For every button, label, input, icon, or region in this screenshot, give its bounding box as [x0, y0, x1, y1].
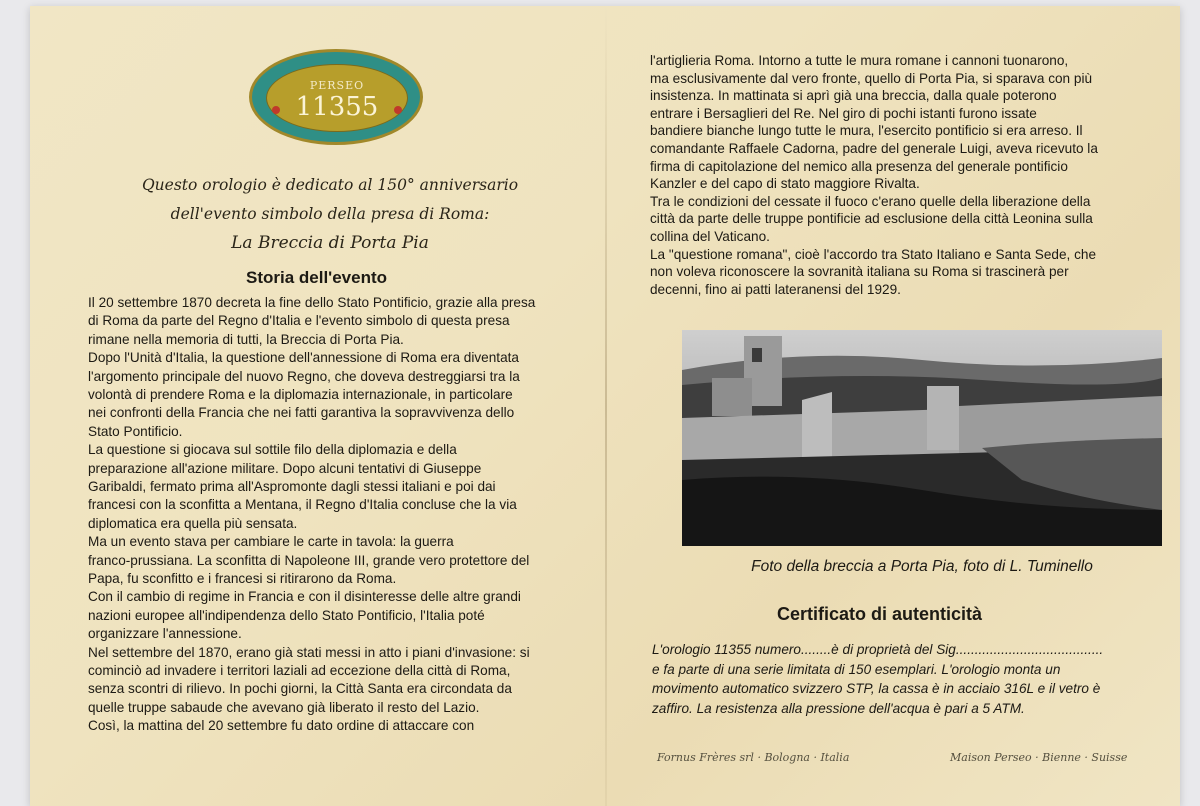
history-line: Ma un evento stava per cambiare le carte in tavola: la guerra	[88, 534, 454, 550]
history-line: Tra le condizioni del cessate il fuoco c'erano quelle della liberazione della	[650, 193, 1091, 209]
history-line: diplomatica era quella più sensata.	[88, 515, 298, 531]
history-line: organizzare l'annessione.	[88, 626, 242, 642]
history-line: collina del Vaticano.	[650, 229, 770, 244]
dedication-line-2: dell'evento simbolo della presa di Roma:	[170, 205, 490, 223]
history-line: francesi con la sconfitta a Mentana, il Regno d'Italia concluse che la via	[88, 497, 517, 513]
history-line: Stato Pontificio.	[88, 423, 183, 439]
logo-emblem	[266, 64, 408, 132]
history-line: comandante Raffaele Cadorna, padre del generale Luigi, aveva ricevuto la	[650, 141, 1098, 156]
history-line: cominciò ad invadere i territori laziali ad eccezione della città di Roma,	[88, 663, 511, 678]
history-line: Con il cambio di regime in Francia e con il disinteresse delle altre grandi	[88, 589, 521, 605]
history-line: Papa, fu sconfitto e i francesi si ritirarono da Roma.	[88, 571, 397, 586]
history-line: rimane nella memoria di tutti, la Breccia di Porta Pia.	[88, 331, 404, 347]
history-line: Così, la mattina del 20 settembre fu dato ordine di attaccare con	[88, 718, 475, 734]
history-line: senza scontri di rilievo. In pochi giorni, la Città Santa era circondata da	[88, 681, 512, 697]
logo-brand: PERSEO	[309, 79, 365, 92]
history-line: l'argomento principale del nuovo Regno, che doveva destreggiarsi tra la	[88, 368, 520, 384]
history-line: La questione si giocava sul sottile filo della diplomazia e della	[88, 442, 457, 458]
certificate-title: Certificato di autenticità	[777, 604, 983, 624]
porta-pia-photo	[682, 330, 1162, 546]
history-line: quelle truppe sabaude che avevano già liberato il resto del Lazio.	[88, 699, 480, 715]
history-line: nazioni europee all'indipendenza dello Stato Pontificio, l'Italia poté	[88, 607, 485, 623]
history-line: Kanzler e del capo di stato maggiore Rivalta.	[650, 176, 920, 192]
certificate-line: e fa parte di una serie limitata di 150 esemplari. L'orologio monta un	[652, 661, 1061, 677]
history-line: nei confronti della Francia che nei fatti garantiva la sopravvivenza dello	[88, 405, 515, 421]
history-line: entrare i Bersaglieri del Re. Nel giro di pochi istanti furono issate	[650, 105, 1037, 121]
history-line: firma di capitolazione del nemico alla presenza del generale pontificio	[650, 158, 1068, 174]
photo-caption: Foto della breccia a Porta Pia, foto di L. Tuminello	[751, 558, 1093, 575]
certificate-line: L'orologio 11355 numero........è di proprietà del Sig.......................................	[652, 642, 1104, 657]
certificate-line: movimento automatico svizzero STP, la cassa è in acciaio 316L e il vetro è	[652, 681, 1101, 696]
signature-right: Maison Perseo · Bienne · Suisse	[950, 751, 1128, 764]
history-line: città da parte delle truppe pontificie ad esclusione della città Leonina sulla	[650, 211, 1093, 227]
history-line: l'artiglieria Roma. Intorno a tutte le mura romane i cannoni tuonarono,	[650, 53, 1069, 68]
photo-illustration	[682, 330, 1162, 546]
history-line: non voleva riconoscere la sovranità italiana su Roma si trascinerà per	[650, 264, 1069, 280]
history-line: volontà di prendere Roma e la diplomazia internazionale, in particolare	[88, 387, 513, 402]
history-line: La "questione romana", cioè l'accordo tra Stato Italiano e Santa Sede, che	[650, 246, 1097, 262]
history-line: Garibaldi, fermato prima all'Aspromonte dagli stessi italiani e poi dai	[88, 479, 496, 494]
history-line: Nel settembre del 1870, erano già stati messi in atto i piani d'invasione: si	[88, 644, 530, 660]
certificate-sheet	[30, 6, 1180, 806]
logo-number: 11355	[295, 92, 379, 122]
history-line: decenni, fino ai patti lateranensi del 1929.	[650, 281, 901, 297]
perseo-logo	[249, 49, 423, 145]
dedication-line-3: La Breccia di Porta Pia	[231, 233, 429, 253]
history-line: insistenza. In mattinata si aprì già una breccia, dalla quale poterono	[650, 88, 1057, 104]
certificate-line: zaffiro. La resistenza alla pressione dell'acqua è pari a 5 ATM.	[652, 700, 1025, 716]
history-line: franco-prussiana. La sconfitta di Napoleone III, grande vero protettore del	[88, 552, 530, 568]
history-line: ma esclusivamente dal vero fronte, quello di Porta Pia, si sparava con più	[650, 70, 1093, 86]
history-line: preparazione all'azione militare. Dopo alcuni tentativi di Giuseppe	[88, 460, 482, 476]
history-line: bandiere bianche lungo tutte le mura, l'esercito pontificio si era arreso. Il	[650, 123, 1083, 139]
right-page	[607, 6, 1180, 806]
history-line: di Roma da parte del Regno d'Italia e l'evento simbolo di questa presa	[88, 313, 510, 329]
history-line: Il 20 settembre 1870 decreta la fine dello Stato Pontificio, grazie alla presa	[88, 295, 536, 310]
left-page	[30, 6, 605, 806]
history-title: Storia dell'evento	[246, 268, 388, 287]
dedication-line-1: Questo orologio è dedicato al 150° anniversario	[141, 176, 519, 194]
signature-left: Fornus Frères srl · Bologna · Italia	[657, 751, 850, 764]
history-line: Dopo l'Unità d'Italia, la questione dell'annessione di Roma era diventata	[88, 350, 519, 366]
